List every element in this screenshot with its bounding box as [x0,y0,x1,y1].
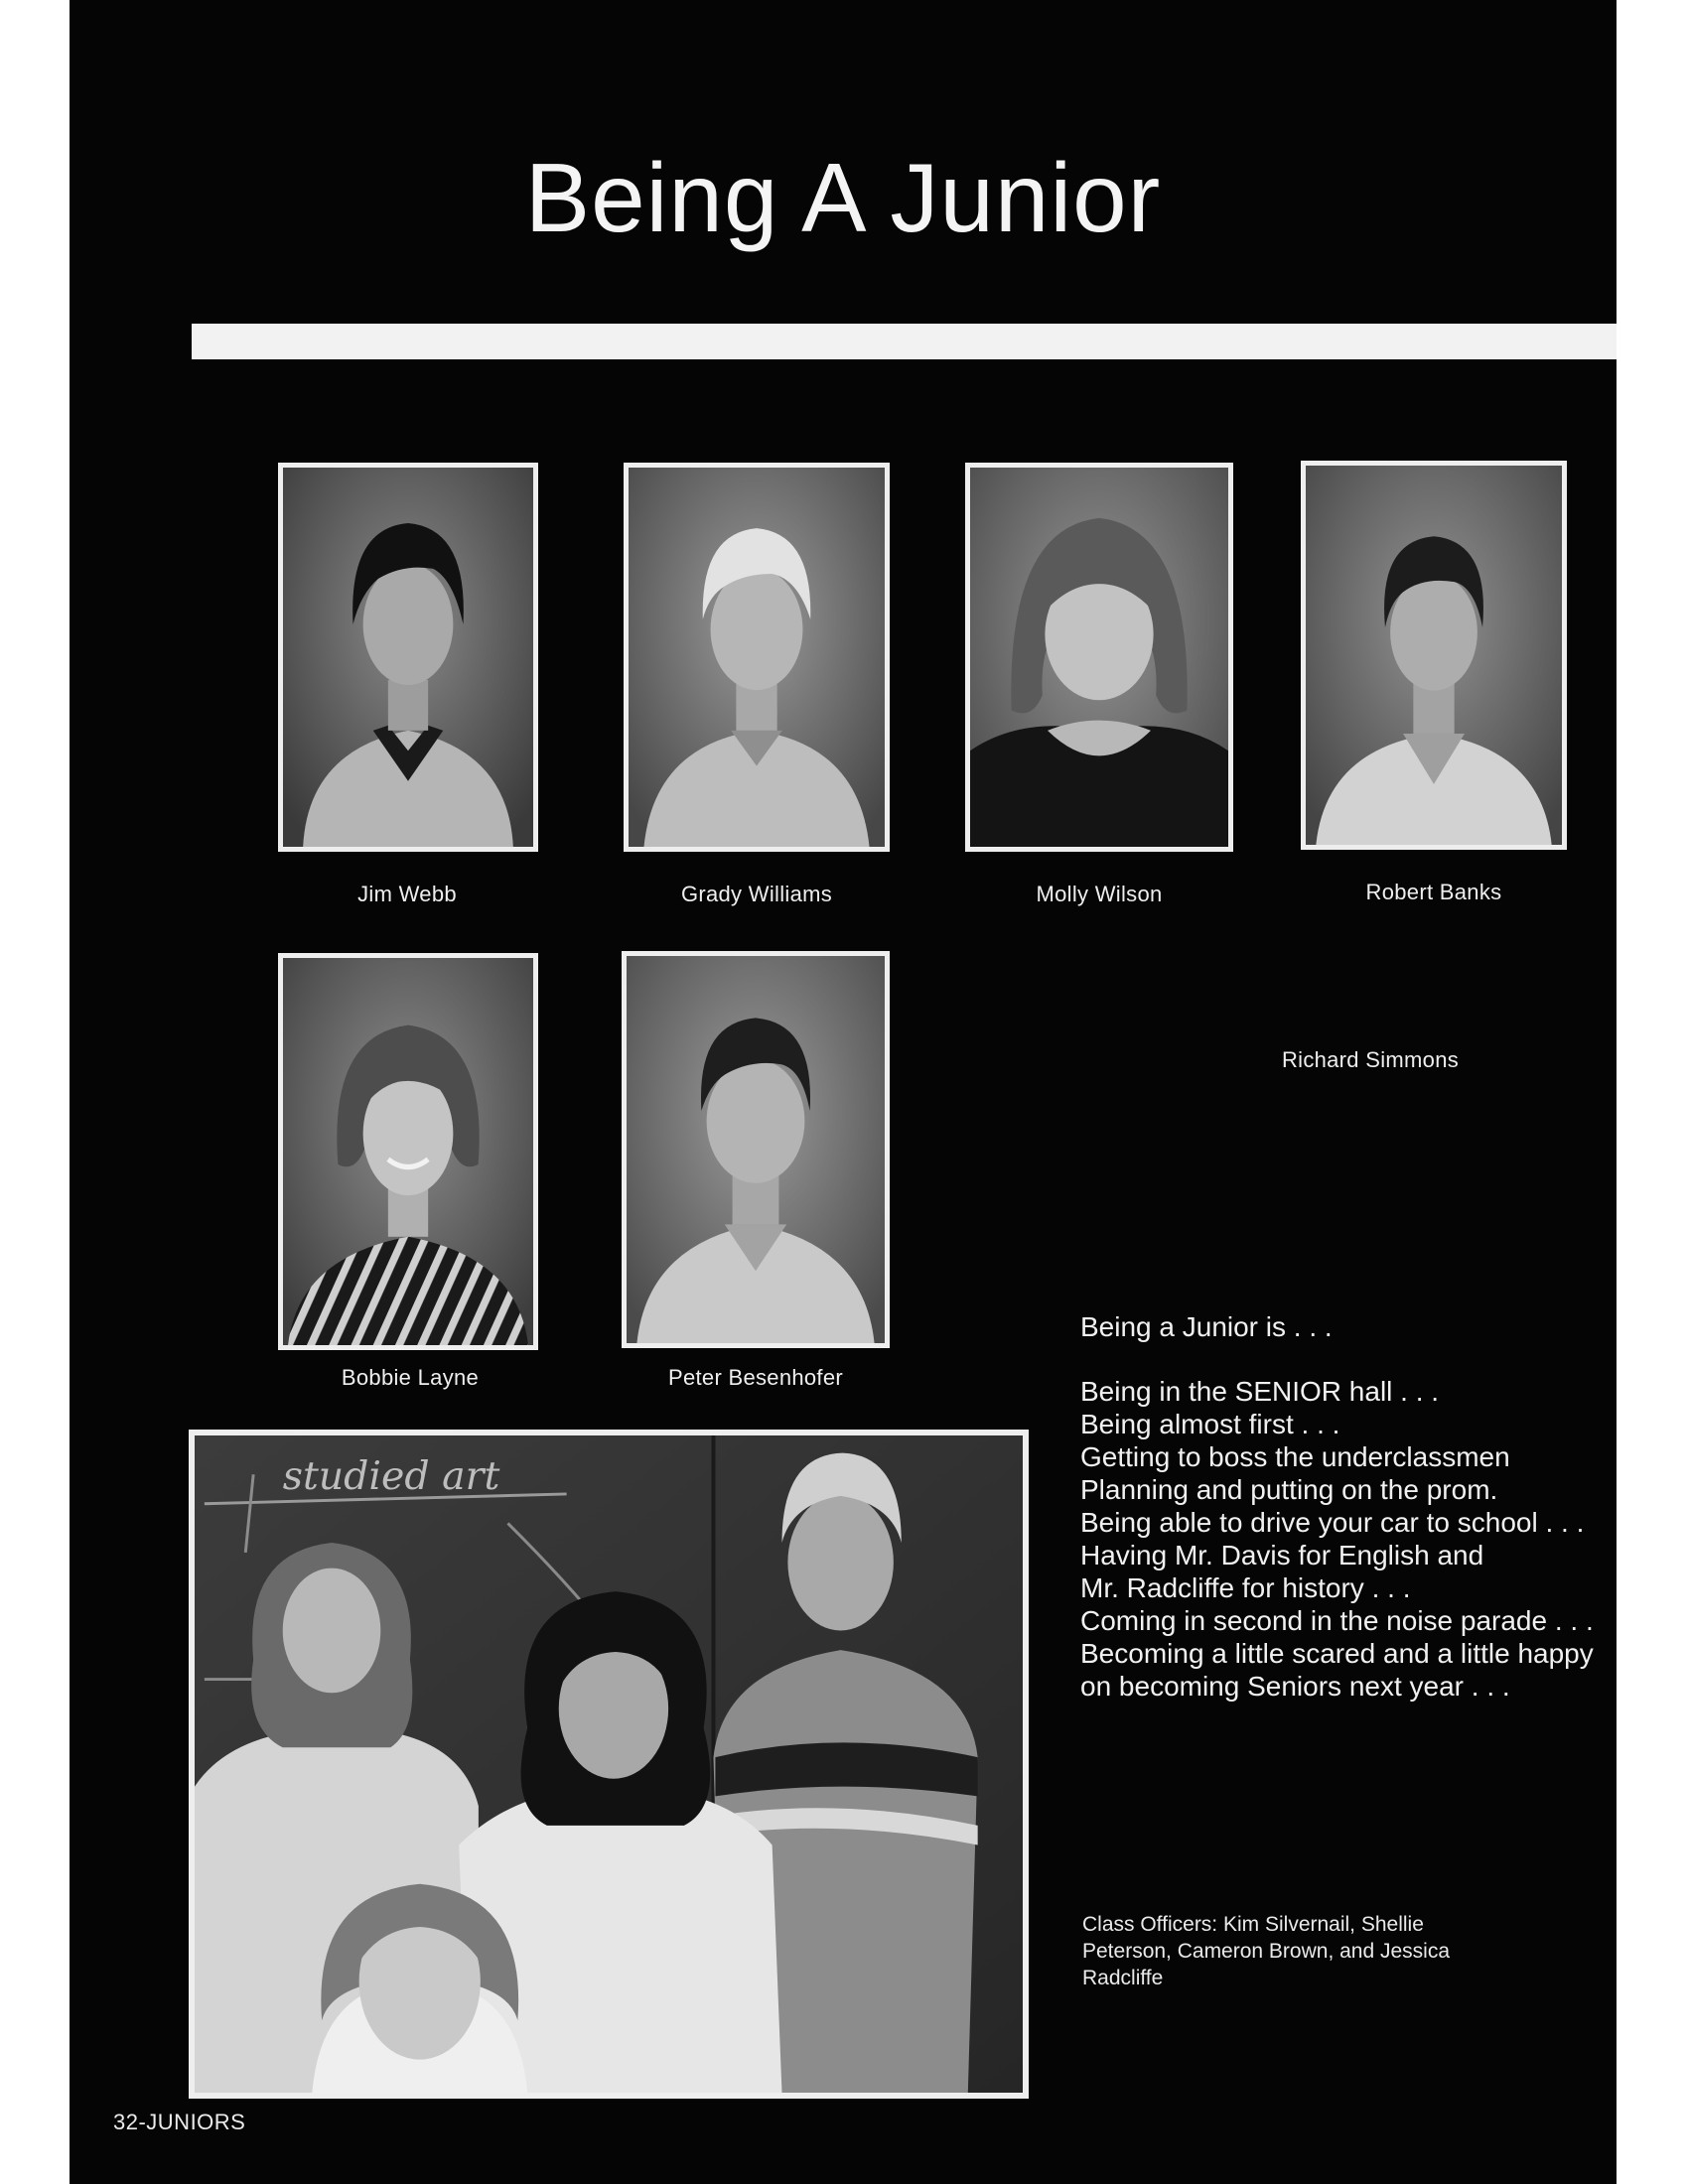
yearbook-page [70,0,1617,2184]
title-rule [192,324,1617,359]
list-line: Being able to drive your car to school . . . [1080,1507,1585,1538]
list-line: on becoming Seniors next year . . . [1080,1671,1510,1702]
portrait-caption: Bobbie Layne [341,1365,480,1390]
list-line: Becoming a little scared and a little happy [1080,1638,1594,1669]
list-line: Having Mr. Davis for English and [1080,1540,1484,1570]
no-photo-caption: Richard Simmons [1281,1047,1460,1072]
junior-list [1080,1310,1617,1703]
portrait-jim-webb [278,463,538,852]
portrait-caption: Jim Webb [357,882,457,906]
list-line: Coming in second in the noise parade . . . [1080,1605,1594,1636]
list-line: Being almost first . . . [1080,1409,1340,1439]
portrait-peter-besenhofer [622,951,890,1348]
portrait-caption: Peter Besenhofer [667,1365,844,1390]
class-officers-photo [189,1430,1029,2099]
list-line: Getting to boss the underclassmen [1080,1441,1510,1472]
portrait-robert-banks [1301,461,1567,850]
page-title: Being A Junior [524,143,1162,252]
portrait-caption: Molly Wilson [1036,882,1163,906]
portrait-bobbie-layne [278,953,538,1350]
list-line: Planning and putting on the prom. [1080,1474,1498,1505]
chalkboard-text: studied art [282,1453,500,1500]
portrait-grady-williams [624,463,890,852]
portrait-caption: Robert Banks [1365,880,1502,904]
page-folio: 32-JUNIORS [113,2110,246,2134]
list-line: Being in the SENIOR hall . . . [1080,1376,1440,1407]
list-line: Mr. Radcliffe for history . . . [1080,1572,1411,1603]
list-intro: Being a Junior is . . . [1080,1311,1333,1342]
portrait-molly-wilson [965,463,1233,852]
portrait-caption: Grady Williams [680,882,833,906]
officers-caption: Class Officers: Kim Silvernail, Shellie Peterson, Cameron Brown, and Jessica Radcliffe [1082,1913,1451,1989]
